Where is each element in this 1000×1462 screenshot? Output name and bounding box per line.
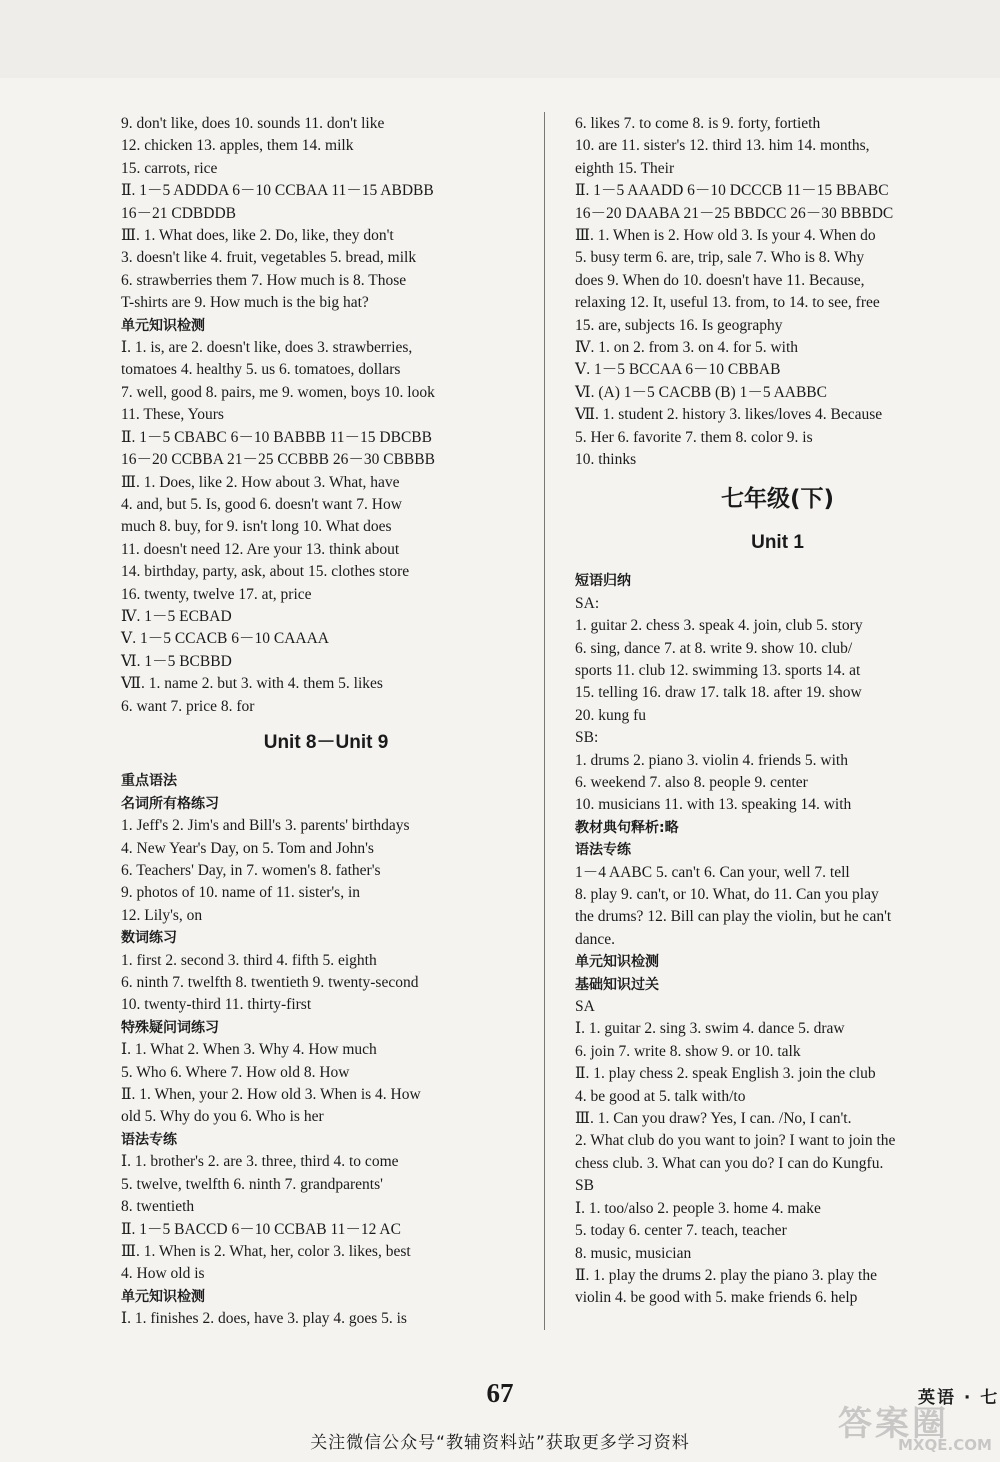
unit-title: Unit 1 bbox=[751, 531, 804, 553]
answer-line: 16－20 DAABA 21－25 BBDCC 26－30 BBBDC bbox=[575, 204, 894, 222]
page-number: 67 bbox=[486, 1378, 514, 1408]
watermark-sub: MXQE.COM bbox=[898, 1436, 992, 1454]
answer-line: SB bbox=[575, 1177, 594, 1195]
answer-line: SB: bbox=[575, 729, 599, 747]
answer-line: 4. New Year's Day, on 5. Tom and John's bbox=[121, 839, 374, 857]
answer-line: 4. How old is bbox=[121, 1265, 205, 1283]
answer-line: 9. photos of 10. name of 11. sister's, in bbox=[121, 884, 361, 902]
section-heading: 单元知识检测 bbox=[575, 954, 659, 971]
answer-line: 14. birthday, party, ask, about 15. clothes store bbox=[121, 563, 410, 581]
answer-line: 16－21 CDBDDB bbox=[121, 204, 236, 222]
answer-line: 1. Jeff's 2. Jim's and Bill's 3. parents' birthdays bbox=[121, 817, 410, 835]
answer-line: 6. Teachers' Day, in 7. women's 8. father's bbox=[121, 862, 381, 879]
answer-line: Ⅵ. 1－5 BCBBD bbox=[121, 652, 232, 670]
answer-line: 7. well, good 8. pairs, me 9. women, boys 10. look bbox=[121, 383, 435, 401]
answer-line: 9. don't like, does 10. sounds 11. don't like bbox=[121, 115, 385, 132]
answer-line: Ⅶ. 1. name 2. but 3. with 4. them 5. likes bbox=[121, 675, 383, 693]
section-heading: 单元知识检测 bbox=[121, 1288, 205, 1305]
answer-line: Ⅰ. 1. too/also 2. people 3. home 4. make bbox=[575, 1199, 821, 1217]
answer-line: Ⅰ. 1. What 2. When 3. Why 4. How much bbox=[121, 1041, 377, 1059]
answer-line: does 9. When do 10. doesn't have 11. Because, bbox=[575, 271, 865, 289]
section-heading: 语法专练 bbox=[575, 842, 631, 859]
answer-line: 4. and, but 5. Is, good 6. doesn't want 7. How bbox=[121, 495, 402, 513]
answer-line: the drums? 12. Bill can play the violin, but he can't bbox=[575, 908, 892, 926]
answer-line: violin 4. be good with 5. make friends 6. help bbox=[575, 1289, 858, 1307]
answer-line: eighth 15. Their bbox=[575, 159, 675, 177]
answer-line: much 8. buy, for 9. isn't long 10. What does bbox=[121, 518, 392, 536]
answer-line: Ⅳ. 1－5 ECBAD bbox=[121, 607, 232, 625]
answer-line: 15. telling 16. draw 17. talk 18. after 19. show bbox=[575, 684, 862, 702]
section-heading: 语法专练 bbox=[121, 1131, 177, 1148]
answer-line: 3. doesn't like 4. fruit, vegetables 5. bread, milk bbox=[121, 249, 417, 267]
answer-line: Ⅳ. 1. on 2. from 3. on 4. for 5. with bbox=[575, 339, 798, 357]
answer-line: Ⅰ. 1. finishes 2. does, have 3. play 4. goes 5. is bbox=[121, 1310, 407, 1328]
answer-line: 16. twenty, twelve 17. at, price bbox=[121, 585, 312, 603]
answer-line: 15. carrots, rice bbox=[121, 159, 218, 177]
section-heading: 数词练习 bbox=[121, 930, 177, 947]
watermark-main: 答案圈 bbox=[838, 1404, 949, 1444]
answer-line: Ⅲ. 1. When is 2. How old 3. Is your 4. When do bbox=[575, 227, 876, 245]
answer-line: Ⅲ. 1. What does, like 2. Do, like, they don't bbox=[121, 227, 394, 245]
answer-line: Ⅲ. 1. Can you draw? Yes, I can. /No, I can't. bbox=[575, 1110, 852, 1128]
answer-line: 6. join 7. write 8. show 9. or 10. talk bbox=[575, 1042, 801, 1060]
answer-line: Ⅰ. 1. brother's 2. are 3. three, third 4. to come bbox=[121, 1153, 399, 1171]
answer-line: Ⅲ. 1. Does, like 2. How about 3. What, have bbox=[121, 473, 400, 491]
answer-line: 16－20 CCBBA 21－25 CCBBB 26－30 CBBBB bbox=[121, 451, 435, 469]
answer-line: Ⅱ. 1－5 CBABC 6－10 BABBB 11－15 DBCBB bbox=[121, 428, 432, 446]
answer-line: Ⅰ. 1. is, are 2. doesn't like, does 3. strawberries, bbox=[121, 339, 413, 357]
answer-line: 5. Her 6. favorite 7. them 8. color 9. is bbox=[575, 428, 813, 446]
answer-line: 15. are, subjects 16. Is geography bbox=[575, 316, 783, 334]
answer-line: 20. kung fu bbox=[575, 706, 647, 724]
section-heading: 教材典句释析:略 bbox=[575, 819, 679, 836]
answer-line: 6. want 7. price 8. for bbox=[121, 697, 255, 715]
answer-line: Ⅱ. 1. play chess 2. speak English 3. join the club bbox=[575, 1065, 876, 1083]
answer-line: Ⅲ. 1. When is 2. What, her, color 3. likes, best bbox=[121, 1242, 411, 1260]
answer-line: Ⅰ. 1. guitar 2. sing 3. swim 4. dance 5. draw bbox=[575, 1020, 845, 1038]
answer-line: relaxing 12. It, useful 13. from, to 14. to see, free bbox=[575, 294, 880, 312]
answer-line: 4. be good at 5. talk with/to bbox=[575, 1087, 746, 1105]
answer-line: 5. Who 6. Where 7. How old 8. How bbox=[121, 1063, 350, 1081]
answer-line: 1. first 2. second 3. third 4. fifth 5. eighth bbox=[121, 951, 377, 969]
answer-line: 1－4 AABC 5. can't 6. Can your, well 7. tell bbox=[575, 863, 850, 881]
section-heading: 特殊疑问词练习 bbox=[121, 1019, 219, 1036]
answer-line: 10. thinks bbox=[575, 451, 637, 469]
section-heading: 短语归纳 bbox=[575, 573, 631, 590]
answer-line: tomatoes 4. healthy 5. us 6. tomatoes, dollars bbox=[121, 361, 401, 379]
grade-title: 七年级(下) bbox=[720, 485, 835, 512]
answer-line: 12. Lily's, on bbox=[121, 906, 203, 924]
answer-line: Ⅴ. 1－5 CCACB 6－10 CAAAA bbox=[121, 630, 329, 648]
answer-line: 11. doesn't need 12. Are your 13. think about bbox=[121, 540, 400, 558]
right-column bbox=[575, 113, 980, 1310]
answer-line: SA: bbox=[575, 594, 600, 612]
answer-line: SA bbox=[575, 998, 595, 1016]
section-heading: 重点语法 bbox=[121, 773, 177, 790]
answer-line: dance. bbox=[575, 930, 616, 948]
subject-corner-label: 英语 · 七 bbox=[918, 1388, 1000, 1408]
answer-line: chess club. 3. What can you do? I can do Kungfu. bbox=[575, 1154, 884, 1172]
answer-line: Ⅱ. 1. play the drums 2. play the piano 3. play the bbox=[575, 1266, 877, 1284]
answer-line: old 5. Why do you 6. Who is her bbox=[121, 1108, 324, 1126]
answer-line: Ⅱ. 1－5 ADDDA 6－10 CCBAA 11－15 ABDBB bbox=[121, 182, 434, 200]
answer-line: 11. These, Yours bbox=[121, 406, 224, 424]
answer-line: sports 11. club 12. swimming 13. sports 14. at bbox=[575, 661, 861, 679]
answer-line: 8. play 9. can't, or 10. What, do 11. Can you play bbox=[575, 886, 879, 903]
footer-notice: 关注微信公众号“教辅资料站”获取更多学习资料 bbox=[310, 1433, 690, 1453]
answer-line: Ⅱ. 1－5 AAADD 6－10 DCCCB 11－15 BBABC bbox=[575, 182, 889, 200]
answer-line: 10. musicians 11. with 13. speaking 14. with bbox=[575, 796, 852, 814]
answer-line: 6. likes 7. to come 8. is 9. forty, fortieth bbox=[575, 115, 821, 132]
answer-line: 6. sing, dance 7. at 8. write 9. show 10. club/ bbox=[575, 639, 853, 657]
answer-line: 10. twenty-third 11. thirty-first bbox=[121, 996, 312, 1014]
section-heading: 基础知识过关 bbox=[575, 976, 659, 993]
column-divider bbox=[544, 112, 545, 1330]
answer-line: 8. music, musician bbox=[575, 1244, 692, 1262]
answer-line: 1. guitar 2. chess 3. speak 4. join, club 5. story bbox=[575, 617, 863, 635]
answer-line: 5. twelve, twelfth 6. ninth 7. grandparents' bbox=[121, 1175, 383, 1193]
unit-title: Unit 8－Unit 9 bbox=[263, 731, 389, 753]
answer-line: 12. chicken 13. apples, them 14. milk bbox=[121, 137, 354, 155]
answer-line: Ⅱ. 1－5 BACCD 6－10 CCBAB 11－12 AC bbox=[121, 1220, 401, 1238]
answer-line: 6. weekend 7. also 8. people 9. center bbox=[575, 773, 808, 791]
answer-line: 6. ninth 7. twelfth 8. twentieth 9. twenty-second bbox=[121, 974, 419, 992]
section-heading: 单元知识检测 bbox=[121, 317, 205, 334]
answer-line: 2. What club do you want to join? I want to join the bbox=[575, 1132, 896, 1150]
answer-line: Ⅴ. 1－5 BCCAA 6－10 CBBAB bbox=[575, 361, 781, 379]
answer-line: 1. drums 2. piano 3. violin 4. friends 5. with bbox=[575, 751, 848, 769]
top-band bbox=[0, 0, 1000, 78]
answer-line: 5. busy term 6. are, trip, sale 7. Who is 8. Why bbox=[575, 249, 865, 267]
answer-line: 6. strawberries them 7. How much is 8. Those bbox=[121, 271, 407, 289]
answer-line: Ⅵ. (A) 1－5 CACBB (B) 1－5 AABBC bbox=[575, 383, 827, 401]
answer-line: 5. today 6. center 7. teach, teacher bbox=[575, 1222, 787, 1240]
answer-line: T-shirts are 9. How much is the big hat? bbox=[121, 294, 369, 312]
answer-line: 8. twentieth bbox=[121, 1198, 195, 1216]
section-heading: 名词所有格练习 bbox=[121, 795, 219, 812]
left-column bbox=[121, 113, 531, 1331]
answer-line: 10. are 11. sister's 12. third 13. him 14. months, bbox=[575, 137, 870, 155]
answer-line: Ⅱ. 1. When, your 2. How old 3. When is 4. How bbox=[121, 1086, 421, 1104]
answer-line: Ⅶ. 1. student 2. history 3. likes/loves 4. Because bbox=[575, 406, 883, 424]
